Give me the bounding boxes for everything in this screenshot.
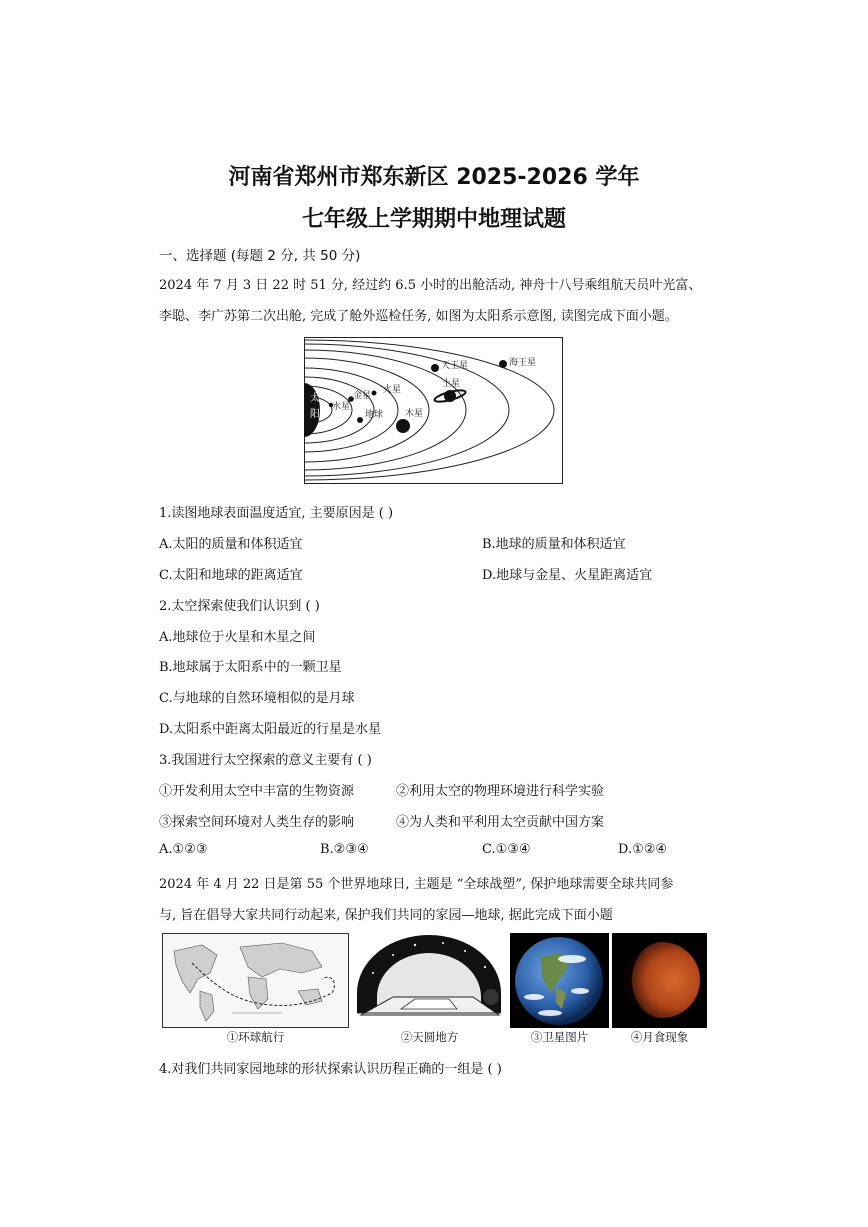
q1-option-c[interactable]: C.太阳和地球的距离适宜 — [159, 568, 303, 583]
caption-voyage: ①环球航行 — [226, 1030, 285, 1044]
page-title: 河南省郑州市郑东新区 2025-2026 学年 — [228, 165, 640, 190]
q2-option-d[interactable]: D.太阳系中距离太阳最近的行星是水星 — [159, 722, 382, 737]
caption-dome: ②天圆地方 — [400, 1030, 459, 1044]
intro-text-1: 2024 年 7 月 3 日 22 时 51 分, 经过约 6.5 小时的出舱活动, 神舟十八号乘组航天员叶光富、 — [159, 278, 702, 293]
q3-stem: 3.我国进行太空探索的意义主要有 ( ) — [159, 753, 372, 768]
q2-option-a[interactable]: A.地球位于火星和木星之间 — [159, 630, 316, 645]
q2-option-c[interactable]: C.与地球的自然环境相似的是月球 — [159, 691, 355, 706]
q3-statement-4: ④为人类和平利用太空贡献中国方案 — [396, 815, 605, 830]
sun-label-2: 阳 — [310, 409, 320, 420]
uranus-label: 天王星 — [441, 361, 469, 371]
uranus-dot — [431, 364, 439, 372]
q3-option-a[interactable]: A.①②③ — [159, 842, 208, 857]
earth-label: 地球 — [365, 410, 384, 420]
jupiter-label: 木星 — [405, 409, 424, 419]
q1-option-a[interactable]: A.太阳的质量和体积适宜 — [159, 537, 303, 552]
solar-system-figure — [304, 337, 563, 484]
intro-text-3: 2024 年 4 月 22 日是第 55 个世界地球日, 主题是 “全球战塑”, 保护地球需要全球共同参 — [159, 877, 674, 892]
page-subtitle: 七年级上学期期中地理试题 — [301, 207, 566, 232]
intro-text-2: 李聪、李广苏第二次出舱, 完成了舱外巡检任务, 如图为太阳系示意图, 读图完成下面小题。 — [159, 309, 678, 324]
sun-label-1: 太 — [310, 393, 320, 404]
neptune-dot — [499, 360, 507, 368]
q2-option-b[interactable]: B.地球属于太阳系中的一颗卫星 — [159, 660, 342, 675]
saturn-label: 土星 — [442, 379, 461, 389]
q3-option-d[interactable]: D.①②④ — [618, 842, 668, 857]
world-map-image — [162, 933, 349, 1028]
q3-option-b[interactable]: B.②③④ — [320, 842, 369, 857]
q2-stem: 2.太空探索使我们认识到 ( ) — [159, 599, 320, 614]
q1-stem: 1.读图地球表面温度适宜, 主要原因是 ( ) — [159, 506, 394, 521]
q1-option-d[interactable]: D.地球与金星、火星距离适宜 — [482, 568, 653, 583]
caption-satellite: ③卫星图片 — [530, 1030, 589, 1044]
saturn-dot — [444, 390, 456, 402]
q4-stem: 4.对我们共同家园地球的形状探索认识历程正确的一组是 ( ) — [159, 1062, 502, 1077]
mars-label: 火星 — [383, 385, 402, 395]
satellite-earth-image — [510, 933, 609, 1028]
venus-label: 金星 — [353, 391, 372, 401]
q3-statement-1: ①开发利用太空中丰富的生物资源 — [159, 784, 355, 799]
intro-text-4: 与, 旨在倡导大家共同行动起来, 保护我们共同的家园—地球, 据此完成下面小题 — [159, 908, 613, 923]
jupiter-dot — [396, 419, 410, 433]
mars-dot — [372, 391, 377, 396]
earth-dot — [357, 417, 363, 423]
dome-image — [353, 933, 506, 1028]
mercury-label: 水星 — [332, 402, 351, 412]
section-heading: 一、选择题 (每题 2 分, 共 50 分) — [159, 248, 361, 264]
q3-statement-3: ③探索空间环境对人类生存的影响 — [159, 815, 355, 830]
caption-eclipse: ④月食现象 — [630, 1030, 689, 1044]
neptune-label: 海王星 — [509, 358, 537, 368]
q3-statement-2: ②利用太空的物理环境进行科学实验 — [396, 784, 605, 799]
lunar-eclipse-image — [612, 933, 707, 1028]
q3-option-c[interactable]: C.①③④ — [482, 842, 531, 857]
q1-option-b[interactable]: B.地球的质量和体积适宜 — [482, 537, 626, 552]
